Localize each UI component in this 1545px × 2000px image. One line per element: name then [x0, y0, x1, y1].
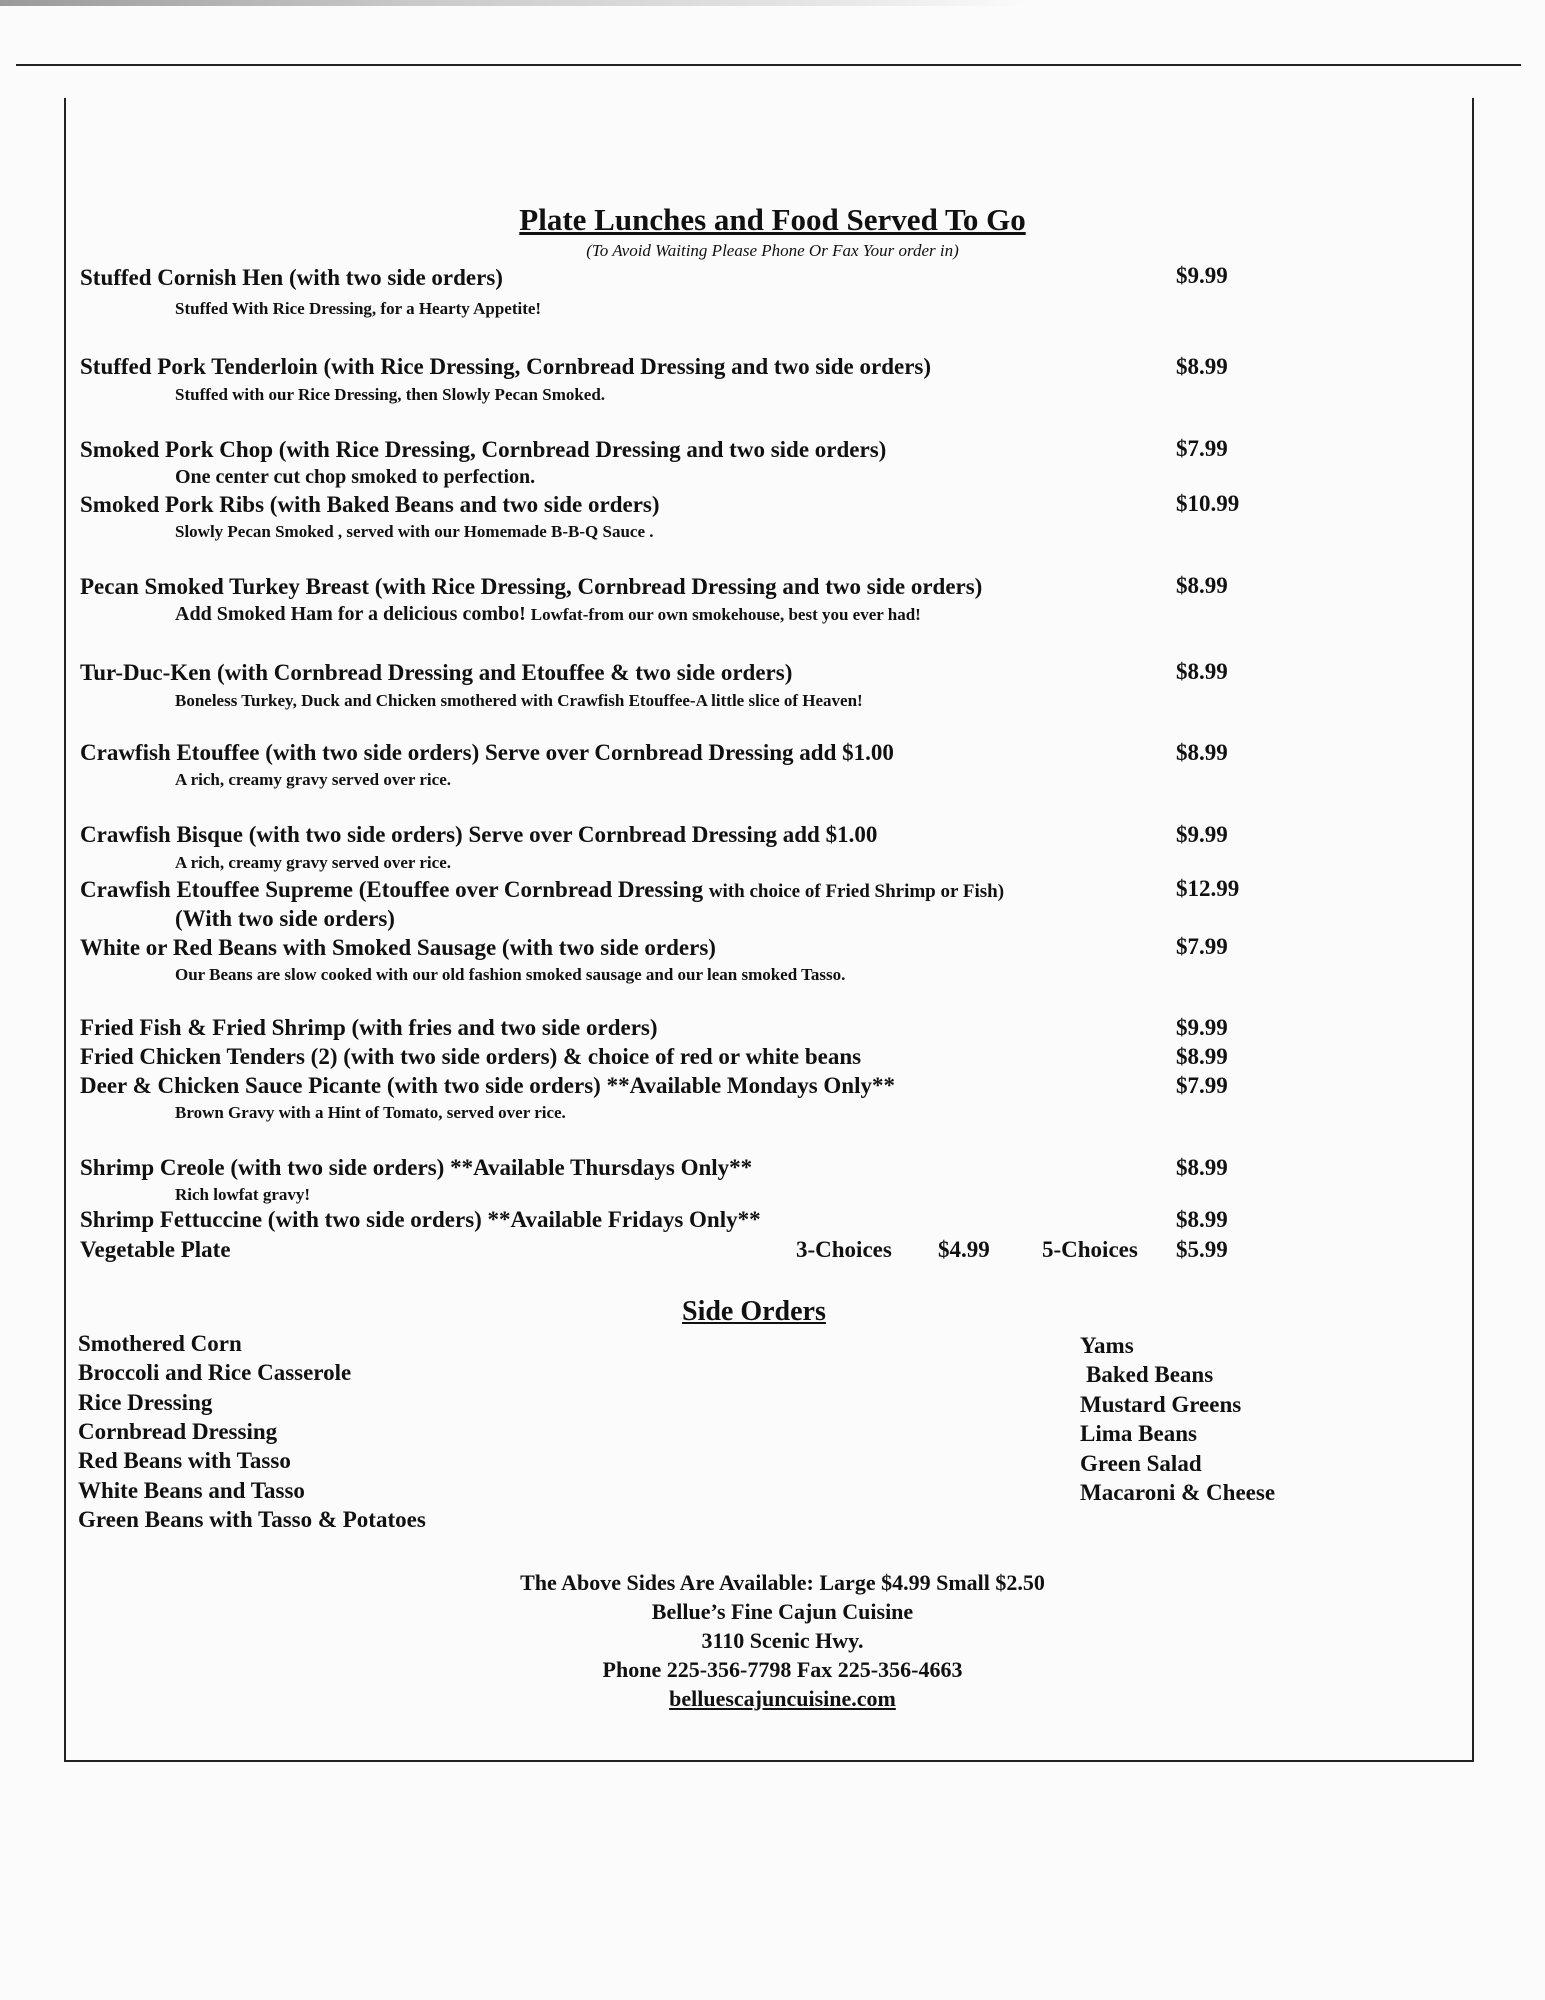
menu-item-description: A rich, creamy gravy served over rice.	[175, 853, 451, 872]
menu-item-name: Fried Fish & Fried Shrimp (with fries and two side orders)	[80, 1015, 658, 1040]
item-name-extra: with choice of Fried Shrimp or Fish)	[708, 881, 1005, 902]
menu-item-description: Boneless Turkey, Duck and Chicken smothered with Crawfish Etouffee-A little slice of Heaven!	[175, 691, 863, 710]
menu-item-price: $8.99	[1176, 573, 1228, 598]
menu-item-description: Stuffed With Rice Dressing, for a Hearty Appetite!	[175, 299, 542, 318]
menu-item-price: $8.99	[1176, 1207, 1228, 1232]
business-name: Bellue’s Fine Cajun Cuisine	[651, 1599, 914, 1624]
menu-item-description	[175, 603, 921, 626]
menu-item-name: Deer & Chicken Sauce Picante (with two side orders) **Available Mondays Only**	[80, 1073, 895, 1098]
side-item: Mustard Greens	[1080, 1392, 1242, 1417]
menu-item-description: A rich, creamy gravy served over rice.	[175, 770, 451, 789]
menu-item-name: Smoked Pork Ribs (with Baked Beans and two side orders)	[80, 492, 660, 517]
side-item: Macaroni & Cheese	[1080, 1480, 1276, 1505]
menu-item-name: Shrimp Fettuccine (with two side orders) **Available Fridays Only**	[80, 1207, 761, 1232]
menu-item-price: $12.99	[1176, 876, 1240, 901]
menu-item-price: $7.99	[1176, 1073, 1228, 1098]
side-item: Cornbread Dressing	[78, 1419, 278, 1444]
menu-item-name: Shrimp Creole (with two side orders) **Available Thursdays Only**	[80, 1155, 753, 1180]
side-item: Green Salad	[1080, 1451, 1202, 1476]
side-orders-title: Side Orders	[682, 1296, 826, 1327]
website-link[interactable]: belluescajuncuisine.com	[669, 1686, 896, 1711]
side-item: Rice Dressing	[78, 1390, 213, 1415]
menu-item-price: $8.99	[1176, 354, 1228, 379]
side-item: Broccoli and Rice Casserole	[78, 1360, 352, 1385]
side-item: White Beans and Tasso	[78, 1478, 305, 1503]
menu-item-price: $9.99	[1176, 822, 1228, 847]
menu-item-name	[80, 877, 1004, 903]
menu-item-name: Crawfish Etouffee (with two side orders) Serve over Cornbread Dressing add $1.00	[80, 740, 894, 765]
side-item: Smothered Corn	[78, 1331, 242, 1356]
side-item: Baked Beans	[1086, 1362, 1214, 1387]
veg-choice-a-price: $4.99	[938, 1237, 990, 1262]
menu-item-name: Smoked Pork Chop (with Rice Dressing, Cornbread Dressing and two side orders)	[80, 437, 887, 462]
menu-item-price: $8.99	[1176, 1155, 1228, 1180]
description-main: Add Smoked Ham for a delicious combo!	[175, 603, 526, 625]
business-contact: Phone 225-356-7798 Fax 225-356-4663	[602, 1657, 963, 1682]
side-item: Green Beans with Tasso & Potatoes	[78, 1507, 426, 1532]
menu-item-price: $7.99	[1176, 436, 1228, 461]
side-item: Yams	[1080, 1333, 1134, 1358]
menu-item-description: One center cut chop smoked to perfection.	[175, 466, 536, 488]
item-name-main: Crawfish Etouffee Supreme (Etouffee over Cornbread Dressing	[80, 877, 704, 902]
menu-item-description: Rich lowfat gravy!	[175, 1185, 311, 1204]
menu-item-description: Brown Gravy with a Hint of Tomato, served over rice.	[175, 1103, 566, 1122]
menu-item-price: $8.99	[1176, 659, 1228, 684]
menu-item-name: Pecan Smoked Turkey Breast (with Rice Dressing, Cornbread Dressing and two side orders)	[80, 574, 983, 599]
menu-item-price: $7.99	[1176, 934, 1228, 959]
menu-item-name: Stuffed Cornish Hen (with two side orders)	[80, 265, 503, 290]
menu-item-price: $8.99	[1176, 1044, 1228, 1069]
sides-availability: The Above Sides Are Available: Large $4.99 Small $2.50	[520, 1570, 1045, 1595]
menu-item-price: $9.99	[1176, 1015, 1228, 1040]
side-item: Lima Beans	[1080, 1421, 1197, 1446]
menu-item-description: Our Beans are slow cooked with our old fashion smoked sausage and our lean smoked Tasso.	[175, 965, 846, 984]
side-item: Red Beans with Tasso	[78, 1448, 291, 1473]
menu-title: Plate Lunches and Food Served To Go	[519, 202, 1026, 237]
menu-item-name: White or Red Beans with Smoked Sausage (with two side orders)	[80, 935, 716, 960]
scan-edge	[0, 0, 1030, 6]
description-extra: Lowfat-from our own smokehouse, best you ever had!	[530, 605, 921, 624]
menu-item-price: $5.99	[1176, 1237, 1228, 1262]
menu-item-description: (With two side orders)	[175, 906, 395, 931]
menu-item-price: $10.99	[1176, 491, 1240, 516]
menu-item-name: Crawfish Bisque (with two side orders) Serve over Cornbread Dressing add $1.00	[80, 822, 878, 847]
top-rule	[16, 64, 1521, 66]
menu-item-name: Vegetable Plate	[80, 1237, 231, 1262]
veg-choice-b-label: 5-Choices	[1042, 1237, 1138, 1262]
menu-item-description: Stuffed with our Rice Dressing, then Slowly Pecan Smoked.	[175, 385, 606, 404]
menu-item-name: Stuffed Pork Tenderloin (with Rice Dressing, Cornbread Dressing and two side orders)	[80, 354, 932, 379]
menu-item-name: Tur-Duc-Ken (with Cornbread Dressing and Etouffee & two side orders)	[80, 660, 793, 685]
menu-item-description: Slowly Pecan Smoked , served with our Homemade B-B-Q Sauce .	[175, 522, 654, 541]
business-address: 3110 Scenic Hwy.	[701, 1628, 864, 1653]
menu-item-name: Fried Chicken Tenders (2) (with two side orders) & choice of red or white beans	[80, 1044, 862, 1069]
menu-item-price: $8.99	[1176, 740, 1228, 765]
menu-item-price: $9.99	[1176, 263, 1228, 288]
menu-subtitle: (To Avoid Waiting Please Phone Or Fax Your order in)	[586, 241, 959, 260]
veg-choice-a-label: 3-Choices	[796, 1237, 892, 1262]
